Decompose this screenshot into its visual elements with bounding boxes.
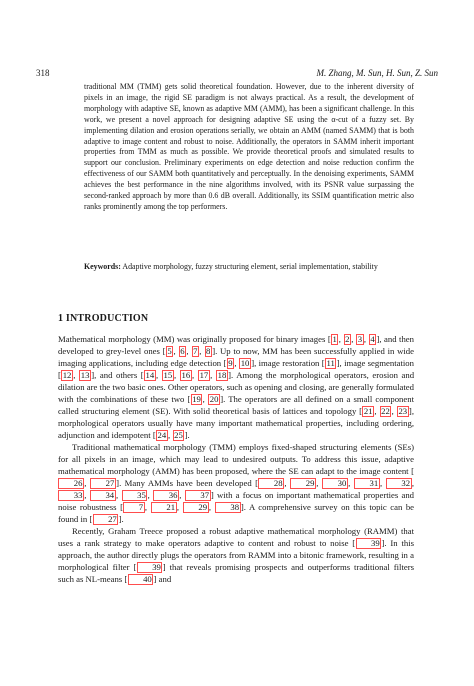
citation-link[interactable]: 27 [93,514,119,525]
citation-link[interactable]: 35 [122,490,148,501]
paragraph-text: . In this approach, the author directly plugs the operators from RAMM into a bitonic framework, resulting in a morphological filter [58,538,414,572]
citation-link[interactable]: 38 [215,502,241,513]
running-head [36,66,438,80]
citation-link[interactable]: 28 [258,478,284,489]
paragraph-text: , image segmentation [339,358,414,368]
citation-link[interactable]: 5 [167,346,172,356]
citation-group: [26 , 27 ] [58,466,414,488]
running-head-authors: M. Zhang, M. Sun, H. Sun, Z. Sun [316,68,438,78]
citation-link[interactable]: 11 [326,358,335,368]
introduction-body [58,333,414,585]
citation-group: [ 19 , 20 ] [187,394,224,404]
paragraph-text: . Among the morphological operators, erosion and dilation are the two basic ones. Other operators, such as opening and closing, are generally formulated with the combinations of these two [58,370,415,404]
citation-link[interactable]: 29 [290,478,316,489]
body-paragraph [58,333,414,441]
paragraph-text: Traditional mathematical morphology (TMM) employs fixed-shaped structuring elements (SEs) for all pixels in an image, which may lead to undesired outputs. To address this issue, adaptive mathematical morphology (AMM) has been proposed, where the SE can adapt to the image content [58,442,414,476]
citation-group: [ 27 ] [89,514,122,524]
citation-link[interactable]: 30 [322,478,348,489]
paragraph-text: Recently, Graham Treece proposed a robust adaptive mathematical morphology (RAMM) that uses a rank strategy to make operators adaptive to content and robust to noise [58,526,414,548]
paragraph-text: . [187,430,190,440]
citation-link[interactable]: 4 [370,334,375,344]
paragraph-text: that reveals promising prospects and outperforms traditional filters such as NL-means [58,562,414,584]
body-paragraph [58,441,414,525]
paragraph-text: with a focus on important mathematical properties and noise robustness [58,490,415,512]
citation-link[interactable]: 37 [185,490,211,501]
citation-link[interactable]: 21 [363,406,373,416]
citation-link[interactable]: 39 [356,538,382,549]
citation-group: [ 14 , 15 , 16 , 17 , 18 ] [140,370,231,380]
citation-link[interactable]: 39 [137,562,163,573]
citation-link[interactable]: 26 [58,478,84,489]
citation-link[interactable]: 19 [192,394,201,404]
citation-link[interactable]: 10 [240,358,250,368]
citation-group: [ 39 ] [133,562,166,572]
citation-link[interactable]: 14 [145,370,155,380]
citation-link[interactable]: 3 [357,334,363,344]
citation-link[interactable]: 21 [151,502,177,513]
paragraph-text: Mathematical morphology (MM) was originally proposed for binary images [58,334,328,344]
citation-group: [ 40 ] [124,574,157,584]
citation-link[interactable]: 1 [332,334,337,344]
keywords-label: Keywords: [84,262,121,271]
citation-link[interactable]: 33 [58,490,84,501]
citation-link[interactable]: 12 [62,370,72,380]
citation-link[interactable]: 22 [381,406,390,416]
citation-link[interactable]: 34 [90,490,116,501]
citation-group: [ 21 , 22 , 23 ] [359,406,412,416]
paragraph-text: . [121,514,124,524]
citation-link[interactable]: 23 [398,406,408,416]
keywords [84,262,414,273]
paragraph-text: , and then developed to grey-level ones [58,334,415,356]
citation-group: [ 9 , 10 ] [223,358,255,368]
citation-link[interactable]: 27 [90,478,116,489]
citation-group: [ 1 , 2 , 3 , 4 ] [327,334,380,344]
citation-link[interactable]: 40 [128,574,154,585]
citation-link[interactable]: 2 [345,334,350,344]
paragraph-text: . The operators are all defined on a small component called structuring element (SE). With solid theoretical basis of lattices and topology [58,394,415,416]
paragraph-text: , image restoration [254,358,322,368]
citation-link[interactable]: 24 [157,430,167,440]
citation-group: [ 11 ] [321,358,340,368]
citation-link[interactable]: 36 [153,490,179,501]
paragraph-text: , morphological operators usually have many important mathematical properties, including ordering, adjunction and idempotent [58,406,414,440]
citation-link[interactable]: 25 [174,430,183,440]
citation-link[interactable]: 32 [386,478,412,489]
paragraph-text: . Many AMMs have been developed [119,478,256,488]
citation-link[interactable]: 6 [180,346,185,356]
paragraph-text: . A comprehensive survey on this topic can be found in [58,502,415,524]
citation-group: [ 7 , 21 , 29 , 38 ] [120,502,244,512]
citation-link[interactable]: 20 [209,394,219,404]
paragraph-text: . Up to now, MM has been successfully applied in wide imaging applications, including edge detection [58,346,415,368]
citation-link[interactable]: 29 [183,502,209,513]
citation-group: [ 12 , 13 ] [58,370,95,380]
citation-link[interactable]: 16 [181,370,191,380]
citation-link[interactable]: 9 [228,358,233,368]
paragraph-text: , and others [94,370,141,380]
abstract-text: traditional MM (TMM) gets solid theoretical foundation. However, due to the inherent diversity of pixels in an image, the rigid SE paradigm is not always practical. As a result, the development of morphology with adaptive SE, known as adaptive MM (AMM), has been a significant challenge. In this work, we present a novel approach for designing adaptive SE using the α-cut of a fuzzy set. By implementing dilation and erosion operations serially, we obtain an AMM (named SAMM) that is both adaptive to image content and robust to noise. Additionally, the operators in SAMM inherit important properties from TMM as much as possible. We provide theoretical proofs and simulated results to support our conclusion. Preliminary experiments on edge detection and noise reduction confirm the effectiveness of our SAMM both quantitatively and perceptually. In the denoising experiments, SAMM achieves the best performance in the nine algorithms involved, with its PSNR value surpassing the second-ranked approach by more than 0.6 dB overall. Additionally, its SSIM quantification metric also ranks prominently among the top performers. [84,82,414,211]
citation-link[interactable]: 7 [123,502,144,513]
section-heading: 1 INTRODUCTION [58,313,149,324]
paragraph-text: and [156,574,172,584]
citation-link[interactable]: 8 [206,346,211,356]
citation-link[interactable]: 15 [163,370,173,380]
citation-group: [ 5 , 6 , 7 , 8 ] [162,346,216,356]
citation-link[interactable]: 7 [193,346,198,356]
keywords-text: Adaptive morphology, fuzzy structuring element, serial implementation, stability [122,262,378,271]
citation-group: [ 28 , 29 , 30 , 31 , 32 , 33 , 34 , 35 , 36 , 37 ] [58,478,414,500]
citation-link[interactable]: 31 [354,478,380,489]
citation-link[interactable]: 18 [217,370,227,380]
citation-group: [ 39 ] [352,538,385,548]
citation-link[interactable]: 13 [80,370,90,380]
page-number: 318 [36,68,50,78]
citation-link[interactable]: 17 [199,370,209,380]
citation-group: [ 24 , 25 ] [152,430,188,440]
body-paragraph [58,525,414,585]
